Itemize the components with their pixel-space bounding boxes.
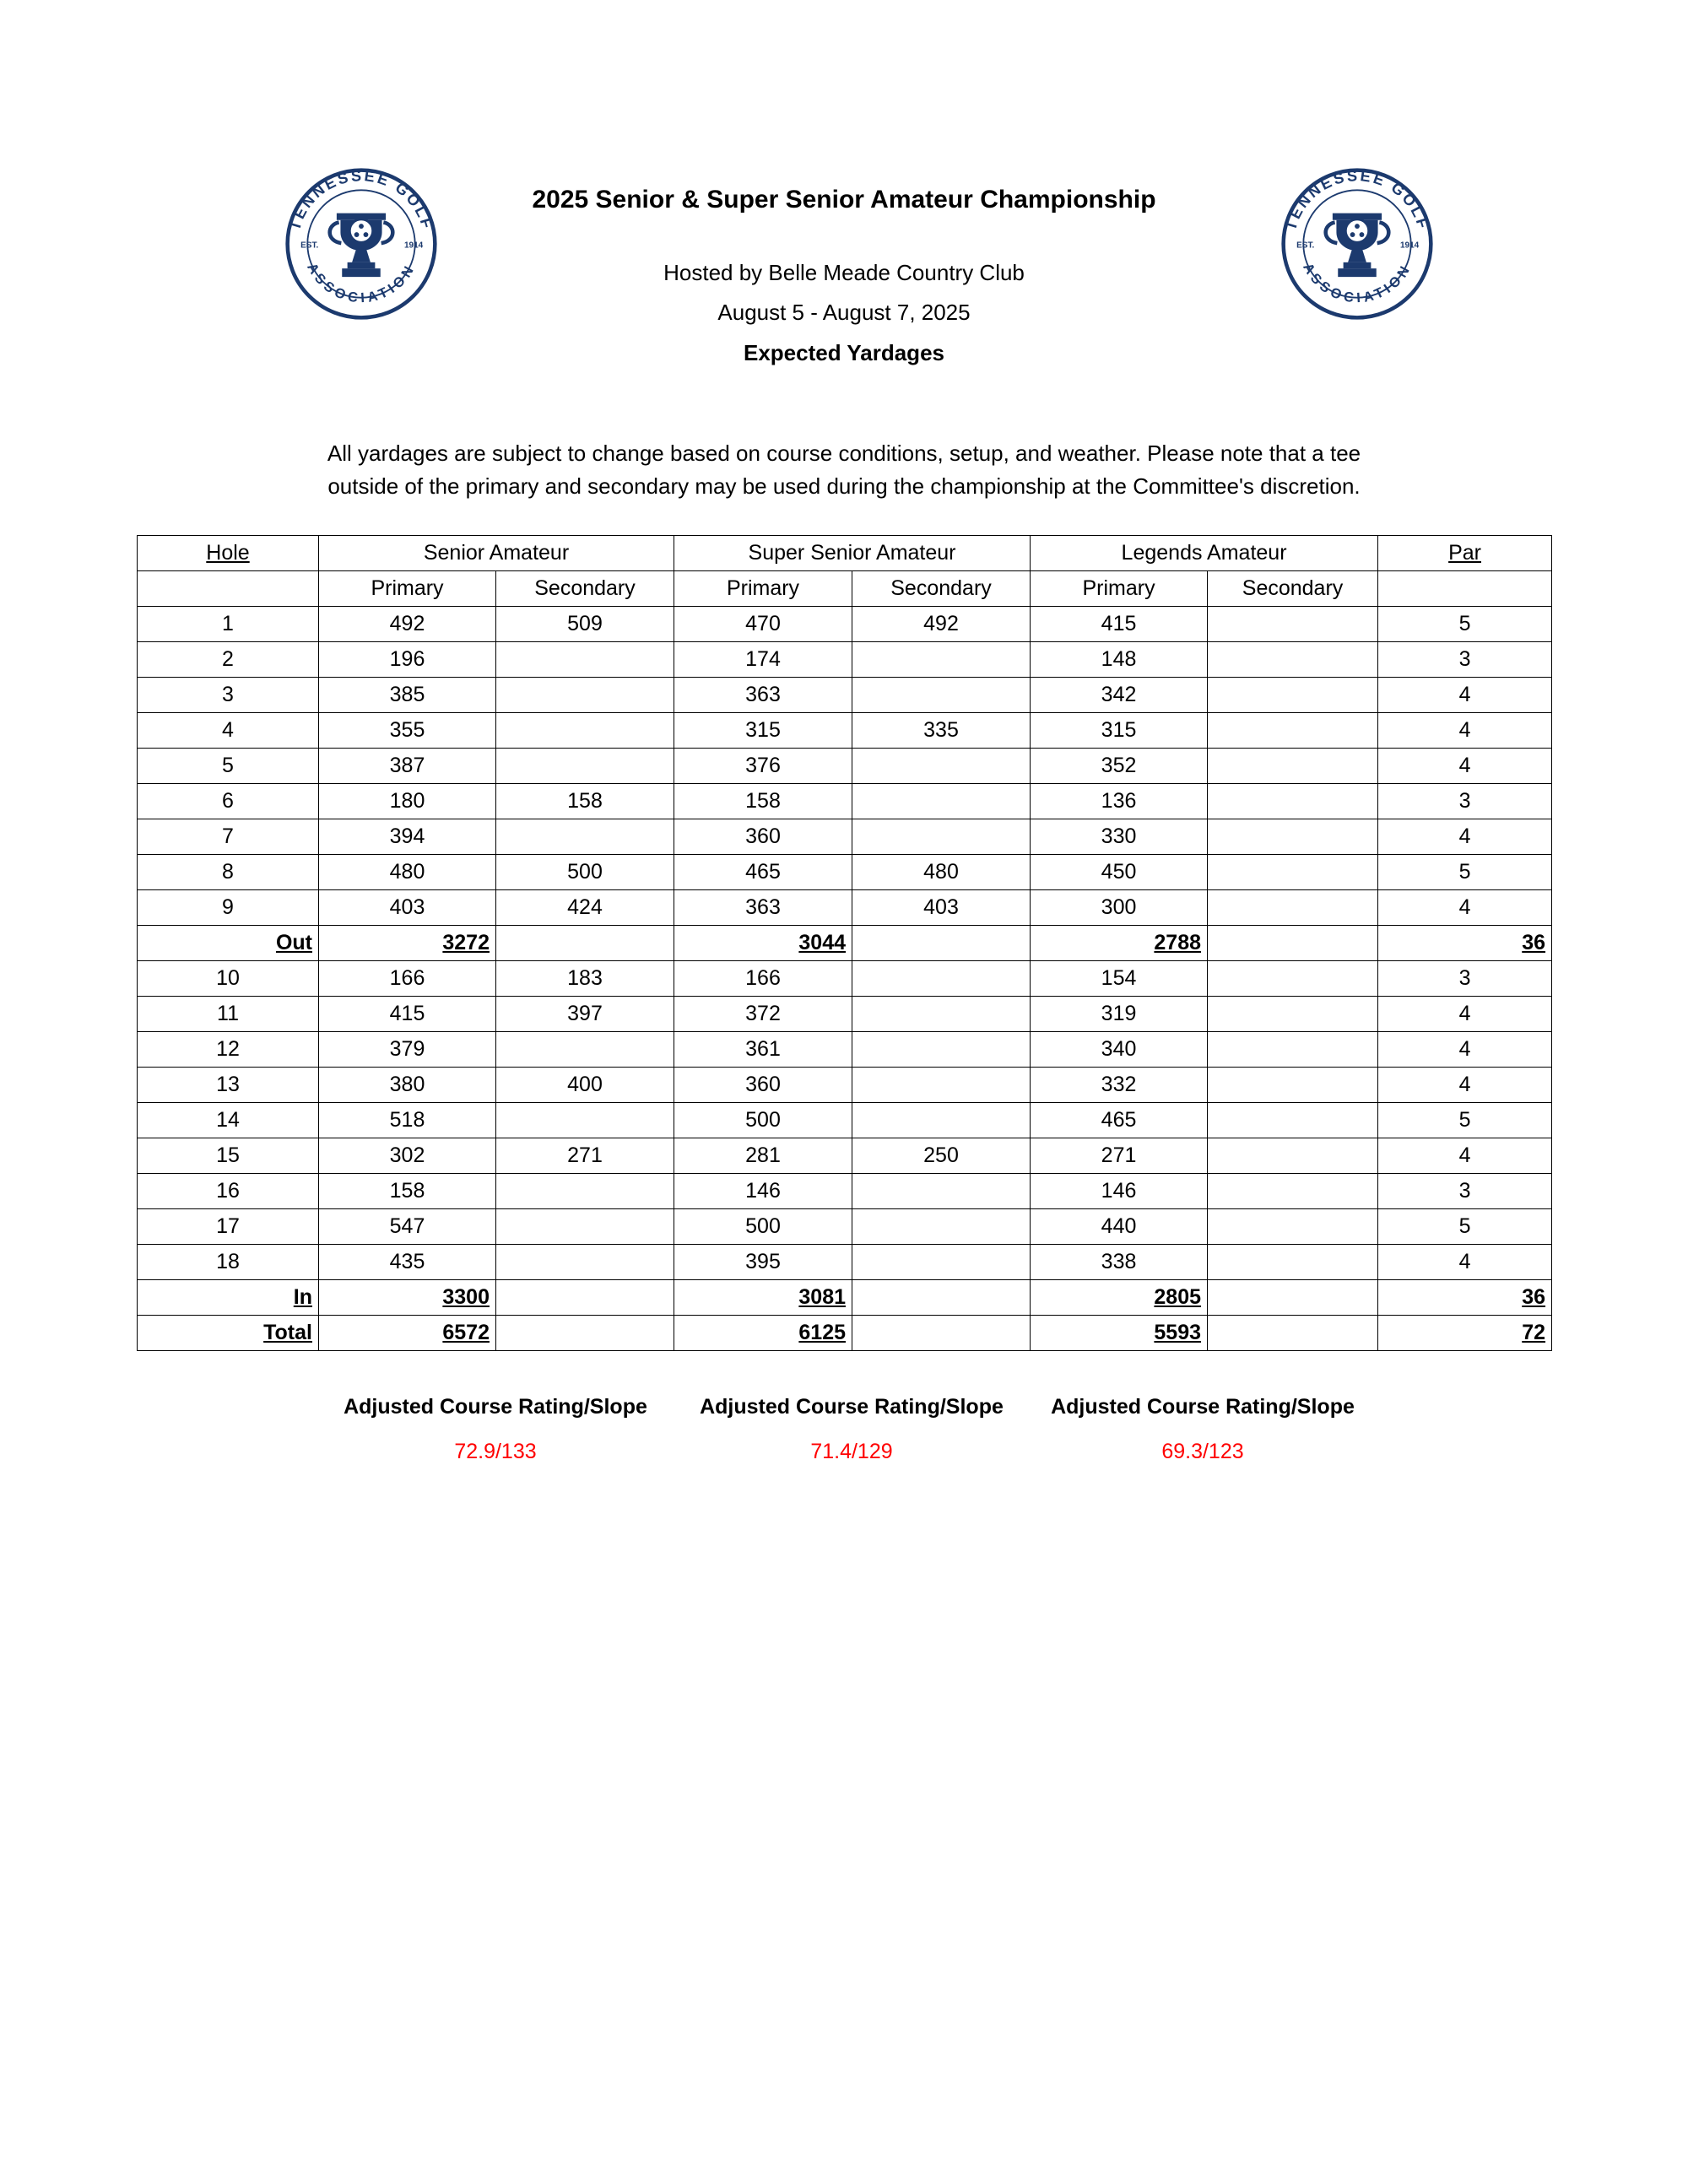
senior-primary-cell: 158 xyxy=(319,1174,496,1209)
par-column-header: Par xyxy=(1378,536,1552,571)
legends-secondary-cell xyxy=(1208,961,1378,997)
super-senior-primary-cell: 281 xyxy=(674,1138,852,1174)
par-cell: 4 xyxy=(1378,819,1552,855)
senior-secondary-cell: 400 xyxy=(496,1068,674,1103)
legends-secondary-cell xyxy=(1208,1068,1378,1103)
par-cell: 3 xyxy=(1378,1174,1552,1209)
legends-primary-header: Primary xyxy=(1031,571,1208,607)
senior-primary-cell: 492 xyxy=(319,607,496,642)
senior-secondary-cell xyxy=(496,713,674,749)
rating-label: Adjusted Course Rating/Slope xyxy=(700,1395,1004,1419)
legends-secondary-cell xyxy=(1208,1316,1378,1351)
senior-amateur-group-header: Senior Amateur xyxy=(319,536,674,571)
legends-secondary-cell xyxy=(1208,1209,1378,1245)
senior-secondary-cell xyxy=(496,678,674,713)
legends-primary-cell: 440 xyxy=(1031,1209,1208,1245)
senior-primary-cell: 180 xyxy=(319,784,496,819)
par-cell: 3 xyxy=(1378,642,1552,678)
super-senior-primary-header: Primary xyxy=(674,571,852,607)
senior-secondary-cell xyxy=(496,1032,674,1068)
logo-year-text: 1914 xyxy=(1399,241,1420,251)
hole-row-4 xyxy=(138,713,1552,749)
super-senior-secondary-cell: 335 xyxy=(852,713,1031,749)
senior-primary-cell: 387 xyxy=(319,749,496,784)
super-senior-primary-cell: 174 xyxy=(674,642,852,678)
super-senior-secondary-header: Secondary xyxy=(852,571,1031,607)
super-senior-primary-cell: 3081 xyxy=(674,1280,852,1316)
senior-primary-cell: 379 xyxy=(319,1032,496,1068)
empty-header-cell xyxy=(1378,571,1552,607)
senior-secondary-cell xyxy=(496,1174,674,1209)
hole-row-12 xyxy=(138,1032,1552,1068)
par-cell: 36 xyxy=(1378,926,1552,961)
senior-secondary-cell: 158 xyxy=(496,784,674,819)
legends-secondary-cell xyxy=(1208,678,1378,713)
super-senior-primary-cell: 465 xyxy=(674,855,852,890)
legends-secondary-cell xyxy=(1208,1138,1378,1174)
par-cell: 4 xyxy=(1378,713,1552,749)
hosted-by-line: Hosted by Belle Meade Country Club xyxy=(663,260,1025,285)
super-senior-secondary-cell: 403 xyxy=(852,890,1031,926)
super-senior-primary-cell: 315 xyxy=(674,713,852,749)
legends-secondary-cell xyxy=(1208,1103,1378,1138)
legends-primary-cell: 148 xyxy=(1031,642,1208,678)
logo-bottom-text: ASSOCIATION xyxy=(1300,260,1415,306)
hole-row-2 xyxy=(138,642,1552,678)
senior-primary-cell: 380 xyxy=(319,1068,496,1103)
senior-secondary-cell: 500 xyxy=(496,855,674,890)
legends-primary-cell: 5593 xyxy=(1031,1316,1208,1351)
super-senior-secondary-cell xyxy=(852,997,1031,1032)
legends-primary-cell: 300 xyxy=(1031,890,1208,926)
senior-primary-cell: 355 xyxy=(319,713,496,749)
hole-row-3 xyxy=(138,678,1552,713)
hole-row-6 xyxy=(138,784,1552,819)
tga-logo-left xyxy=(284,167,438,321)
hole-cell: Total xyxy=(138,1316,319,1351)
hole-column-header: Hole xyxy=(138,536,319,571)
senior-secondary-cell: 509 xyxy=(496,607,674,642)
senior-primary-cell: 394 xyxy=(319,819,496,855)
super-senior-secondary-cell xyxy=(852,1209,1031,1245)
senior-primary-cell: 385 xyxy=(319,678,496,713)
legends-primary-cell: 332 xyxy=(1031,1068,1208,1103)
super-senior-secondary-cell xyxy=(852,642,1031,678)
hole-cell: 17 xyxy=(138,1209,319,1245)
super-senior-secondary-cell xyxy=(852,749,1031,784)
legends-rating-block xyxy=(1025,1395,1381,1464)
document-header xyxy=(0,0,1688,366)
rating-value: 69.3/123 xyxy=(1161,1440,1244,1463)
par-cell: 4 xyxy=(1378,749,1552,784)
par-cell: 72 xyxy=(1378,1316,1552,1351)
par-cell: 5 xyxy=(1378,607,1552,642)
legends-primary-cell: 415 xyxy=(1031,607,1208,642)
hole-cell: 16 xyxy=(138,1174,319,1209)
super-senior-primary-cell: 500 xyxy=(674,1103,852,1138)
hole-row-15 xyxy=(138,1138,1552,1174)
hole-cell: 13 xyxy=(138,1068,319,1103)
legends-primary-cell: 465 xyxy=(1031,1103,1208,1138)
senior-secondary-cell: 183 xyxy=(496,961,674,997)
super-senior-primary-cell: 395 xyxy=(674,1245,852,1280)
legends-secondary-cell xyxy=(1208,926,1378,961)
par-cell: 3 xyxy=(1378,784,1552,819)
senior-primary-header: Primary xyxy=(319,571,496,607)
dates-line: August 5 - August 7, 2025 xyxy=(717,300,971,325)
hole-cell: 9 xyxy=(138,890,319,926)
legends-secondary-cell xyxy=(1208,890,1378,926)
senior-secondary-cell xyxy=(496,749,674,784)
hole-cell: 15 xyxy=(138,1138,319,1174)
tga-logo-icon xyxy=(284,167,438,321)
super-senior-primary-cell: 470 xyxy=(674,607,852,642)
hole-cell: 14 xyxy=(138,1103,319,1138)
hole-row-13 xyxy=(138,1068,1552,1103)
legends-primary-cell: 338 xyxy=(1031,1245,1208,1280)
super-senior-amateur-group-header: Super Senior Amateur xyxy=(674,536,1031,571)
senior-primary-cell: 6572 xyxy=(319,1316,496,1351)
super-senior-secondary-cell xyxy=(852,784,1031,819)
senior-rating-block xyxy=(317,1395,674,1464)
legends-secondary-cell xyxy=(1208,642,1378,678)
hole-row-9 xyxy=(138,890,1552,926)
legends-primary-cell: 2805 xyxy=(1031,1280,1208,1316)
legends-primary-cell: 319 xyxy=(1031,997,1208,1032)
summary-row-out xyxy=(138,926,1552,961)
rating-label: Adjusted Course Rating/Slope xyxy=(1051,1395,1355,1419)
hole-cell: Out xyxy=(138,926,319,961)
super-senior-primary-cell: 360 xyxy=(674,1068,852,1103)
hole-cell: 7 xyxy=(138,819,319,855)
logo-est-text: EST. xyxy=(300,241,319,251)
senior-secondary-cell xyxy=(496,1103,674,1138)
hole-cell: 6 xyxy=(138,784,319,819)
senior-secondary-cell: 424 xyxy=(496,890,674,926)
hole-row-17 xyxy=(138,1209,1552,1245)
legends-primary-cell: 154 xyxy=(1031,961,1208,997)
hole-cell: 10 xyxy=(138,961,319,997)
legends-secondary-cell xyxy=(1208,749,1378,784)
super-senior-primary-cell: 158 xyxy=(674,784,852,819)
legends-secondary-cell xyxy=(1208,713,1378,749)
hole-row-14 xyxy=(138,1103,1552,1138)
expected-yardages-subtitle: Expected Yardages xyxy=(744,340,944,365)
rating-value: 72.9/133 xyxy=(454,1440,537,1463)
par-cell: 36 xyxy=(1378,1280,1552,1316)
legends-secondary-cell xyxy=(1208,819,1378,855)
hole-row-11 xyxy=(138,997,1552,1032)
senior-secondary-cell xyxy=(496,926,674,961)
legends-primary-cell: 271 xyxy=(1031,1138,1208,1174)
senior-secondary-cell xyxy=(496,1280,674,1316)
super-senior-secondary-cell xyxy=(852,678,1031,713)
super-senior-primary-cell: 372 xyxy=(674,997,852,1032)
super-senior-secondary-cell xyxy=(852,1280,1031,1316)
super-senior-primary-cell: 6125 xyxy=(674,1316,852,1351)
senior-primary-cell: 196 xyxy=(319,642,496,678)
table-header-tees-row xyxy=(138,571,1552,607)
ratings-section xyxy=(0,1395,1688,1505)
par-cell: 5 xyxy=(1378,1103,1552,1138)
super-senior-primary-cell: 363 xyxy=(674,890,852,926)
legends-primary-cell: 2788 xyxy=(1031,926,1208,961)
super-senior-secondary-cell: 250 xyxy=(852,1138,1031,1174)
legends-secondary-cell xyxy=(1208,1245,1378,1280)
super-senior-primary-cell: 500 xyxy=(674,1209,852,1245)
hole-cell: 8 xyxy=(138,855,319,890)
hole-cell: 2 xyxy=(138,642,319,678)
legends-primary-cell: 136 xyxy=(1031,784,1208,819)
senior-primary-cell: 518 xyxy=(319,1103,496,1138)
yardage-note: All yardages are subject to change based on course conditions, setup, and weather. Please note that a tee outside of the primary and secondary may be used during the championship at the Committee's discretion. xyxy=(327,441,1361,499)
par-cell: 4 xyxy=(1378,997,1552,1032)
senior-secondary-cell xyxy=(496,1245,674,1280)
hole-cell: 18 xyxy=(138,1245,319,1280)
super-senior-secondary-cell: 492 xyxy=(852,607,1031,642)
par-cell: 5 xyxy=(1378,855,1552,890)
super-senior-secondary-cell xyxy=(852,819,1031,855)
senior-primary-cell: 3300 xyxy=(319,1280,496,1316)
super-senior-primary-cell: 376 xyxy=(674,749,852,784)
logo-bottom-text: ASSOCIATION xyxy=(304,260,419,306)
super-senior-primary-cell: 3044 xyxy=(674,926,852,961)
yardage-table xyxy=(137,535,1552,1351)
legends-primary-cell: 315 xyxy=(1031,713,1208,749)
super-senior-secondary-cell xyxy=(852,1032,1031,1068)
senior-primary-cell: 166 xyxy=(319,961,496,997)
super-senior-primary-cell: 361 xyxy=(674,1032,852,1068)
super-senior-primary-cell: 146 xyxy=(674,1174,852,1209)
legends-primary-cell: 342 xyxy=(1031,678,1208,713)
legends-secondary-cell xyxy=(1208,607,1378,642)
yardage-table-body xyxy=(138,607,1552,1351)
par-cell: 3 xyxy=(1378,961,1552,997)
table-header-groups-row xyxy=(138,536,1552,571)
legends-secondary-cell xyxy=(1208,997,1378,1032)
hole-row-5 xyxy=(138,749,1552,784)
tga-logo-icon xyxy=(1280,167,1434,321)
par-cell: 5 xyxy=(1378,1209,1552,1245)
senior-secondary-cell xyxy=(496,642,674,678)
super-senior-primary-cell: 166 xyxy=(674,961,852,997)
hole-cell: 12 xyxy=(138,1032,319,1068)
logo-est-text: EST. xyxy=(1296,241,1315,251)
senior-secondary-cell: 397 xyxy=(496,997,674,1032)
senior-secondary-header: Secondary xyxy=(496,571,674,607)
senior-primary-cell: 415 xyxy=(319,997,496,1032)
hole-row-1 xyxy=(138,607,1552,642)
par-cell: 4 xyxy=(1378,1032,1552,1068)
hole-cell: 11 xyxy=(138,997,319,1032)
hole-row-16 xyxy=(138,1174,1552,1209)
super-senior-rating-block xyxy=(674,1395,1030,1464)
legends-primary-cell: 340 xyxy=(1031,1032,1208,1068)
legends-secondary-cell xyxy=(1208,1032,1378,1068)
hole-row-7 xyxy=(138,819,1552,855)
super-senior-secondary-cell xyxy=(852,1068,1031,1103)
legends-secondary-header: Secondary xyxy=(1208,571,1378,607)
senior-primary-cell: 480 xyxy=(319,855,496,890)
senior-primary-cell: 547 xyxy=(319,1209,496,1245)
hole-cell: In xyxy=(138,1280,319,1316)
super-senior-secondary-cell xyxy=(852,1103,1031,1138)
empty-header-cell xyxy=(138,571,319,607)
senior-primary-cell: 403 xyxy=(319,890,496,926)
logo-top-text: TENNESSEE GOLF xyxy=(286,167,436,233)
senior-secondary-cell: 271 xyxy=(496,1138,674,1174)
page-title: 2025 Senior & Super Senior Amateur Championship xyxy=(532,186,1156,214)
senior-secondary-cell xyxy=(496,819,674,855)
hole-cell: 1 xyxy=(138,607,319,642)
hole-row-10 xyxy=(138,961,1552,997)
legends-secondary-cell xyxy=(1208,1280,1378,1316)
rating-value: 71.4/129 xyxy=(810,1440,893,1463)
par-cell: 4 xyxy=(1378,1068,1552,1103)
super-senior-secondary-cell xyxy=(852,1174,1031,1209)
super-senior-secondary-cell xyxy=(852,961,1031,997)
senior-secondary-cell xyxy=(496,1209,674,1245)
legends-amateur-group-header: Legends Amateur xyxy=(1031,536,1378,571)
super-senior-secondary-cell xyxy=(852,1316,1031,1351)
senior-primary-cell: 3272 xyxy=(319,926,496,961)
senior-primary-cell: 435 xyxy=(319,1245,496,1280)
hole-cell: 4 xyxy=(138,713,319,749)
legends-primary-cell: 352 xyxy=(1031,749,1208,784)
super-senior-primary-cell: 360 xyxy=(674,819,852,855)
par-cell: 4 xyxy=(1378,678,1552,713)
super-senior-secondary-cell xyxy=(852,926,1031,961)
legends-secondary-cell xyxy=(1208,784,1378,819)
hole-cell: 3 xyxy=(138,678,319,713)
senior-secondary-cell xyxy=(496,1316,674,1351)
super-senior-primary-cell: 363 xyxy=(674,678,852,713)
summary-row-total xyxy=(138,1316,1552,1351)
par-cell: 4 xyxy=(1378,890,1552,926)
hole-cell: 5 xyxy=(138,749,319,784)
par-cell: 4 xyxy=(1378,1245,1552,1280)
par-cell: 4 xyxy=(1378,1138,1552,1174)
rating-label: Adjusted Course Rating/Slope xyxy=(344,1395,647,1419)
hole-row-18 xyxy=(138,1245,1552,1280)
legends-primary-cell: 330 xyxy=(1031,819,1208,855)
summary-row-in xyxy=(138,1280,1552,1316)
legends-secondary-cell xyxy=(1208,1174,1378,1209)
logo-year-text: 1914 xyxy=(403,241,424,251)
super-senior-secondary-cell: 480 xyxy=(852,855,1031,890)
hole-row-8 xyxy=(138,855,1552,890)
legends-secondary-cell xyxy=(1208,855,1378,890)
super-senior-secondary-cell xyxy=(852,1245,1031,1280)
legends-primary-cell: 146 xyxy=(1031,1174,1208,1209)
legends-primary-cell: 450 xyxy=(1031,855,1208,890)
tga-logo-right xyxy=(1280,167,1434,321)
senior-primary-cell: 302 xyxy=(319,1138,496,1174)
logo-top-text: TENNESSEE GOLF xyxy=(1282,167,1432,233)
